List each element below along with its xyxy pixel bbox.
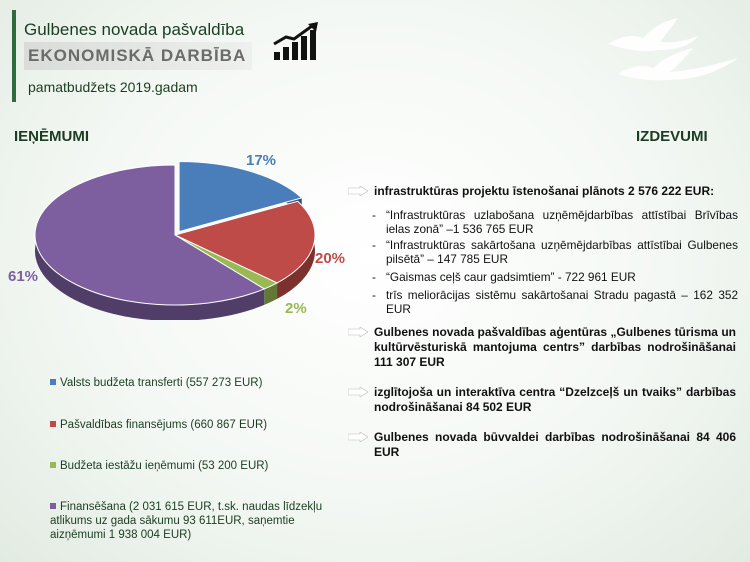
- legend-label: Valsts budžeta transferti (557 273 EUR): [60, 377, 263, 389]
- revenue-heading: IEŅĒMUMI: [14, 128, 89, 145]
- expense-item-infrastructure: [348, 184, 736, 199]
- pie-label-municipal-funding: 20%: [315, 250, 346, 267]
- expense-item-building-board: [348, 430, 736, 460]
- expenses-heading: IZDEVUMI: [636, 128, 708, 145]
- legend-swatch: [50, 379, 56, 385]
- legend-swatch: [50, 421, 56, 427]
- legend-item-municipal-funding: [50, 418, 340, 432]
- expense-subitem-text: “Infrastruktūras sakārtošana uzņēmējdarbības attīstībai Gulbenes pilsētā” – 147 785 EUR: [386, 238, 738, 266]
- expense-subitem-text: “Gaismas ceļš caur gadsimtiem” - 722 961 EUR: [386, 270, 636, 284]
- pie-label-financing: 61%: [8, 268, 39, 285]
- page-title: Gulbenes novada pašvaldība: [24, 20, 245, 39]
- expense-subitem-text: trīs meliorācijas sistēmu sakārtošanai Stradu pagastā – 162 352 EUR: [386, 288, 738, 316]
- expense-subitem-text: “Infrastruktūras uzlabošana uzņēmējdarbības attīstībai Brīvības ielas zonā” –1 536 765 EUR: [386, 208, 738, 236]
- expense-subitem: - “Infrastruktūras uzlabošana uzņēmējdarbības attīstībai Brīvības ielas zonā” –1 536 765 EUR: [372, 208, 738, 236]
- legend-label: Pašvaldības finansējums (660 867 EUR): [60, 419, 268, 431]
- arrow-icon: [348, 387, 368, 397]
- expense-text: Gulbenes novada būvvaldei darbības nodrošināšanai 84 406 EUR: [374, 430, 736, 459]
- revenue-pie-chart: [0, 140, 350, 320]
- arrow-icon: [348, 186, 368, 196]
- pie-label-state-transfers: 17%: [246, 152, 277, 169]
- page-caption: pamatbudžets 2019.gadam: [28, 79, 198, 95]
- expense-subitem: - “Gaismas ceļš caur gadsimtiem” - 722 961 EUR: [372, 270, 636, 284]
- header-accent-bar: [12, 10, 16, 102]
- legend-item-financing: [50, 500, 340, 542]
- growth-chart-icon: [272, 22, 324, 62]
- legend-swatch: [50, 503, 56, 509]
- expense-text: izglītojoša un interaktīva centra “Dzelzceļš un tvaiks” darbības nodrošināšanai 84 502 EUR: [374, 385, 736, 414]
- pie-label-institution-revenue: 2%: [285, 300, 307, 317]
- legend-label: Finansēšana (2 031 615 EUR, t.sk. naudas līdzekļu atlikums uz gada sākumu 93 611EUR, saņemtie aizņēmumi 1 938 004 EUR): [50, 501, 323, 541]
- expense-item-tourism-agency: [348, 325, 736, 370]
- expense-text: infrastruktūras projektu īstenošanai plānots 2 576 222 EUR:: [374, 184, 715, 198]
- legend-item-institution-revenue: [50, 459, 340, 473]
- expense-subitem: - “Infrastruktūras sakārtošana uzņēmējdarbības attīstībai Gulbenes pilsētā” – 147 785 EUR: [372, 238, 738, 266]
- expense-text: Gulbenes novada pašvaldības aģentūras „Gulbenes tūrisma un kultūrvēsturiskā mantojuma centrs” darbības nodrošināšanai 111 307 EUR: [374, 325, 736, 369]
- legend-swatch: [50, 462, 56, 468]
- expense-subitem: - trīs meliorācijas sistēmu sakārtošanai Stradu pagastā – 162 352 EUR: [372, 288, 738, 316]
- arrow-icon: [348, 327, 368, 337]
- arrow-icon: [348, 432, 368, 442]
- legend-label: Budžeta iestāžu ieņēmumi (53 200 EUR): [60, 460, 269, 472]
- expense-item-railway-centre: [348, 385, 736, 415]
- birds-logo-icon: [598, 14, 746, 84]
- page-subtitle: EKONOMISKĀ DARBĪBA: [28, 46, 247, 65]
- legend-item-state-transfers: [50, 376, 340, 390]
